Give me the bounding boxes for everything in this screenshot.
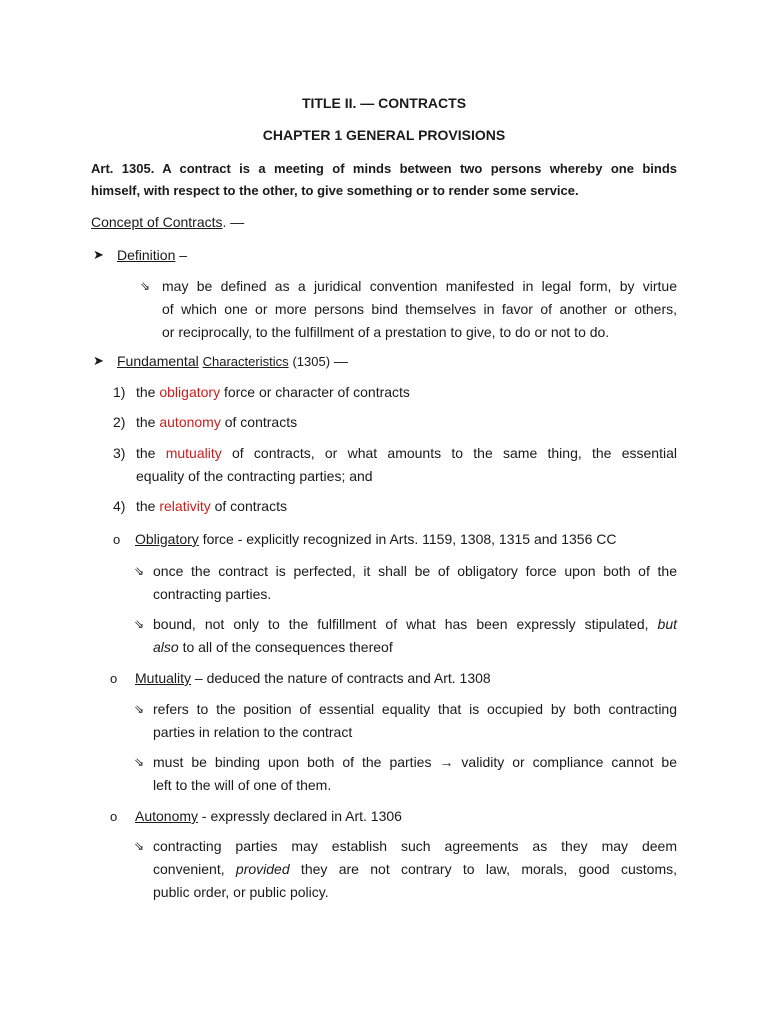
item-text: of contracts <box>220 414 298 430</box>
leaf-bullet-icon: ⇘ <box>134 617 145 631</box>
item-text: of contracts <box>210 498 287 514</box>
mutuality-heading <box>135 668 491 688</box>
leaf-bullet-icon: ⇘ <box>134 564 145 578</box>
circle-bullet-icon: o <box>110 671 118 686</box>
mutuality-bullet1-line1: refers to the position of essential equality that is occupied by both contracting <box>153 701 677 717</box>
concept-label: Concept of Contracts <box>91 214 223 230</box>
item-text: force or character of contracts <box>220 384 410 400</box>
bullet-text: validity or compliance cannot be <box>453 754 678 770</box>
autonomy-line3: public order, or public policy. <box>153 884 329 900</box>
mutuality-label: Mutuality <box>135 670 192 686</box>
definition-line3: or reciprocally, to the fulfillment of a prestation to give, to do or not to do. <box>162 324 610 340</box>
mutuality-bullet2-line1 <box>153 752 677 772</box>
autonomy-label: Autonomy <box>135 808 199 824</box>
leaf-bullet-icon: ⇘ <box>134 702 145 716</box>
chapter-heading: CHAPTER 1 GENERAL PROVISIONS <box>262 127 506 143</box>
autonomy-heading <box>135 806 402 826</box>
obligatory-bullet2-line1 <box>153 614 677 634</box>
autonomy-desc: - expressly declared in Art. 1306 <box>198 808 402 824</box>
obligatory-heading <box>135 529 616 549</box>
obligatory-bullet1-line1: once the contract is perfected, it shall be of obligatory force upon both of the <box>153 563 677 579</box>
bullet-text: they are not contrary to law, morals, good customs, <box>289 861 677 877</box>
autonomy-line2 <box>153 859 677 879</box>
bullet-text: must be binding upon both of the parties <box>153 754 440 770</box>
leaf-bullet-icon: ⇘ <box>140 279 151 293</box>
bullet-text: convenient, <box>153 861 236 877</box>
item-text: the <box>136 445 166 461</box>
right-arrow-icon: → <box>439 754 454 770</box>
fundamental-dash: — <box>330 353 348 369</box>
arrow-bullet-icon: ➤ <box>93 247 104 262</box>
definition-heading <box>117 245 187 265</box>
item-number: 3) <box>113 445 126 461</box>
leaf-bullet-icon: ⇘ <box>134 839 145 853</box>
bullet-text: to all of the consequences thereof <box>178 639 393 655</box>
list-item <box>136 443 677 463</box>
circle-bullet-icon: o <box>110 809 118 824</box>
list-item <box>136 382 410 402</box>
item-number: 4) <box>113 498 126 514</box>
definition-line2: of which one or more persons bind themselves in favor of another or others, <box>162 301 677 317</box>
fundamental-label: Fundamental <box>117 353 199 369</box>
definition-line1: may be defined as a juridical convention manifested in legal form, by virtue <box>162 278 677 294</box>
obligatory-bullet2-line2 <box>153 637 393 657</box>
definition-label: Definition <box>117 247 176 263</box>
obligatory-bullet1-line2: contracting parties. <box>153 586 272 602</box>
item-number: 2) <box>113 414 126 430</box>
autonomy-line1: contracting parties may establish such agreements as they may deem <box>153 838 677 854</box>
italic-text: provided <box>235 861 290 877</box>
list-item-line2: equality of the contracting parties; and <box>136 468 373 484</box>
fundamental-label2: Characteristics <box>202 354 289 369</box>
fundamental-ref: (1305) <box>292 354 331 369</box>
circle-bullet-icon: o <box>113 532 121 547</box>
definition-dash: – <box>175 247 188 263</box>
item-keyword: mutuality <box>165 445 222 461</box>
concept-heading <box>91 212 244 232</box>
list-item <box>136 496 287 516</box>
leaf-bullet-icon: ⇘ <box>134 755 145 769</box>
bullet-text: bound, not only to the fulfillment of what has been expressly stipulated, <box>153 616 658 632</box>
item-number: 1) <box>113 384 126 400</box>
item-keyword: obligatory <box>159 384 221 400</box>
item-text: of contracts, or what amounts to the same thing, the essential <box>221 445 677 461</box>
art-1305-line2: himself, with respect to the other, to give something or to render some service. <box>91 183 579 198</box>
obligatory-label: Obligatory <box>135 531 199 547</box>
obligatory-desc: force - explicitly recognized in Arts. 1159, 1308, 1315 and 1356 CC <box>198 531 617 547</box>
title-heading: TITLE II. — CONTRACTS <box>301 95 467 111</box>
concept-dash: . — <box>222 214 245 230</box>
art-1305-line1: Art. 1305. A contract is a meeting of minds between two persons whereby one binds <box>91 161 677 176</box>
item-text: the <box>136 414 160 430</box>
mutuality-bullet2-line2: left to the will of one of them. <box>153 777 332 793</box>
item-keyword: autonomy <box>159 414 221 430</box>
italic-text: also <box>153 639 179 655</box>
item-keyword: relativity <box>159 498 211 514</box>
mutuality-bullet1-line2: parties in relation to the contract <box>153 724 353 740</box>
arrow-bullet-icon: ➤ <box>93 353 104 368</box>
fundamental-heading <box>117 351 348 372</box>
item-text: the <box>136 498 160 514</box>
mutuality-desc: – deduced the nature of contracts and Art. 1308 <box>191 670 491 686</box>
list-item <box>136 412 297 432</box>
item-text: the <box>136 384 160 400</box>
italic-text: but <box>657 616 677 632</box>
